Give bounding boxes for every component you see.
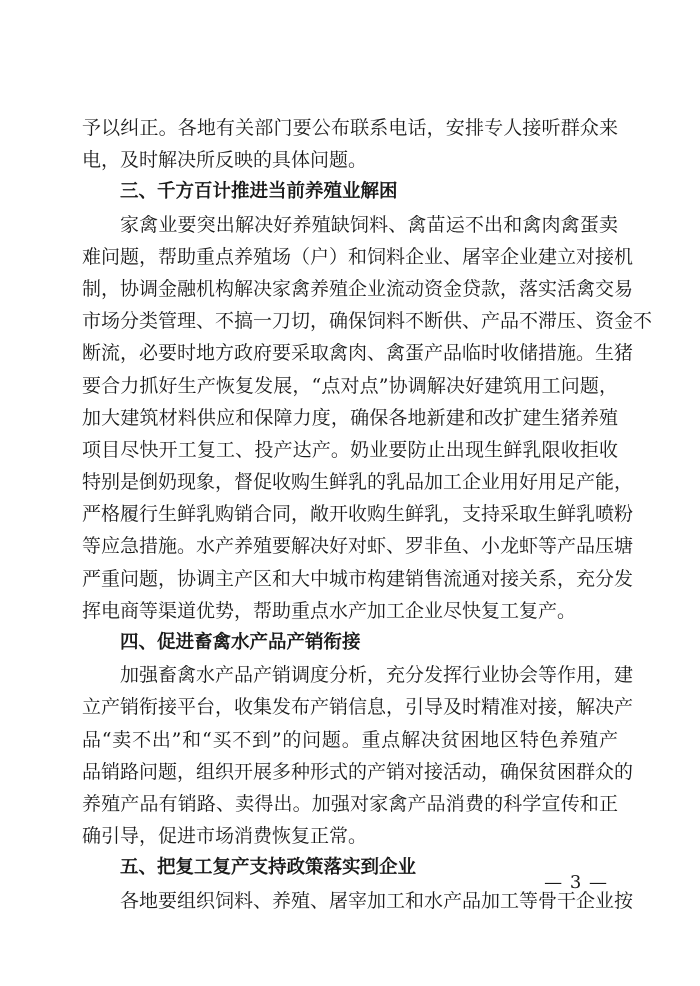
paragraph-first-line: 各地要组织饲料、养殖、屠宰加工和水产品加工等骨干企业按 (120, 889, 634, 912)
page-number: — 3 — (544, 872, 608, 893)
paragraph-line: 制，协调金融机构解决家禽养殖企业流动资金贷款，落实活禽交易 (82, 277, 634, 300)
paragraph-line: 严格履行生鲜乳购销合同，敞开收购生鲜乳，支持采取生鲜乳喷粉 (82, 503, 634, 526)
paragraph-line: 等应急措施。水产养殖要解决好对虾、罗非鱼、小龙虾等产品压塘 (82, 535, 634, 558)
paragraph-last-line: 电，及时解决所反映的具体问题。 (82, 149, 368, 172)
paragraph-line: 难问题，帮助重点养殖场（户）和饲料企业、屠宰企业建立对接机 (82, 245, 634, 268)
document-body (82, 112, 653, 917)
paragraph-line: 特别是倒奶现象，督促收购生鲜乳的乳品加工企业用好用足产能， (82, 471, 634, 494)
paragraph-line: 要合力抓好生产恢复发展，“点对点”协调解决好建筑用工问题， (82, 374, 618, 397)
section-heading: 三、千方百计推进当前养殖业解困 (120, 181, 398, 203)
paragraph-last-line: 挥电商等渠道优势，帮助重点水产加工企业尽快复工复产。 (82, 599, 577, 622)
paragraph-line: 项目尽快开工复工、投产达产。奶业要防止出现生鲜乳限收拒收 (82, 438, 618, 461)
section-heading: 五、把复工复产支持政策落实到企业 (120, 857, 417, 879)
paragraph-line: 严重问题，协调主产区和大中城市构建销售流通对接关系，充分发 (82, 567, 634, 590)
paragraph-line: 市场分类管理、不搞一刀切，确保饲料不断供、产品不滞压、资金不 (82, 310, 653, 333)
paragraph-line: 品“卖不出”和“买不到”的问题。重点解决贫困地区特色养殖产 (82, 728, 618, 751)
paragraph-line: 加大建筑材料供应和保障力度，确保各地新建和改扩建生猪养殖 (82, 406, 618, 429)
paragraph-line: 养殖产品有销路、卖得出。加强对家禽产品消费的科学宣传和正 (82, 792, 618, 815)
paragraph-last-line: 确引导，促进市场消费恢复正常。 (82, 825, 368, 848)
paragraph-line: 断流，必要时地方政府要采取禽肉、禽蛋产品临时收储措施。生猪 (82, 342, 634, 365)
paragraph-first-line: 加强畜禽水产品产销调度分析，充分发挥行业协会等作用，建 (120, 664, 634, 687)
paragraph-first-line: 家禽业要突出解决好养殖缺饲料、禽苗运不出和禽肉禽蛋卖 (120, 213, 618, 236)
paragraph-line: 品销路问题，组织开展多种形式的产销对接活动，确保贫困群众的 (82, 760, 634, 783)
paragraph-line: 予以纠正。各地有关部门要公布联系电话，安排专人接听群众来 (82, 117, 618, 139)
section-heading: 四、促进畜禽水产品产销衔接 (120, 632, 361, 653)
paragraph-line: 立产销衔接平台，收集发布产销信息，引导及时精准对接，解决产 (82, 696, 634, 719)
